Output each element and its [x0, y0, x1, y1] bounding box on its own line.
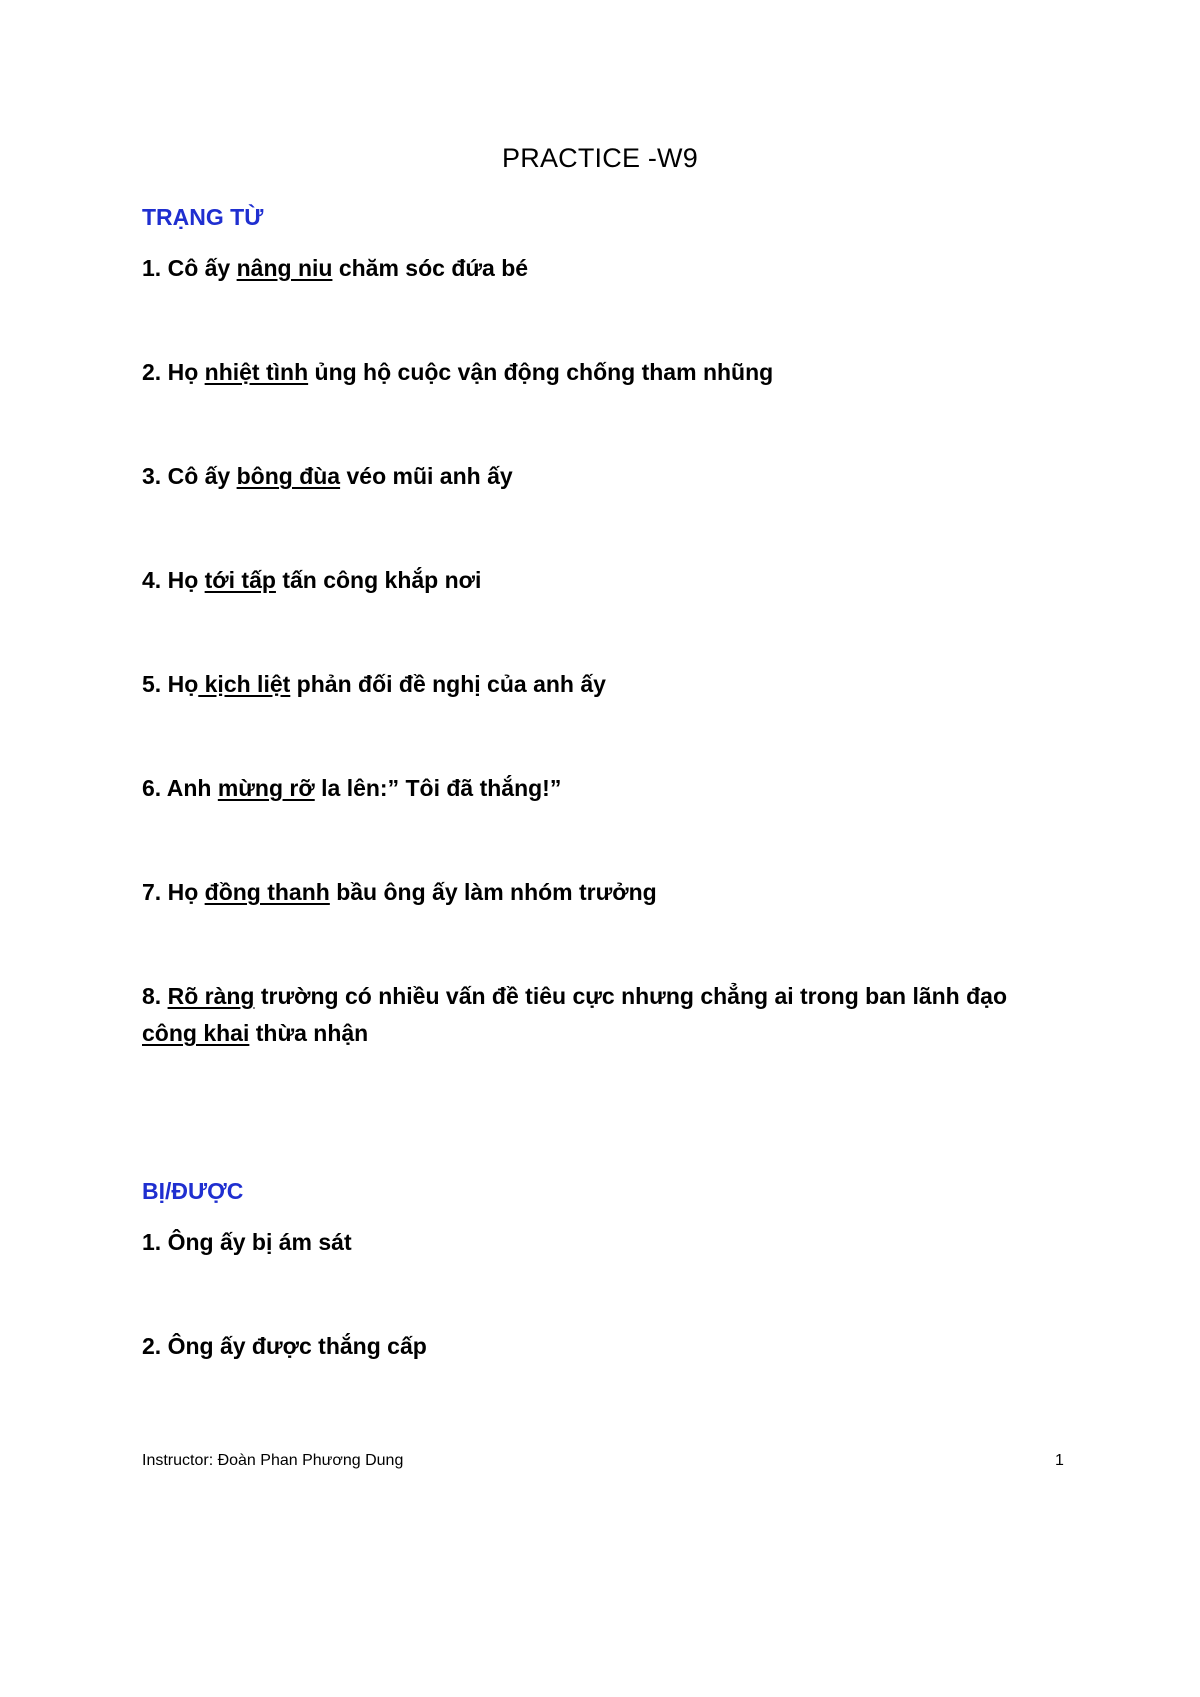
exercise-item-passive-1: 1. Ông ấy bị ám sát — [142, 1229, 352, 1255]
item-text: chăm sóc đứa bé — [332, 255, 529, 281]
item-number: 4. — [142, 567, 168, 593]
underlined-adverb: bông đùa — [236, 463, 341, 489]
item-text: Họ — [167, 671, 199, 697]
section-heading-trang-tu: TRẠNG TỪ — [142, 204, 264, 230]
underlined-adverb: Rõ ràng — [167, 983, 255, 1009]
page-title: PRACTICE -W9 — [502, 143, 698, 173]
exercise-item-7 — [142, 874, 1062, 911]
item-number: 2. — [142, 359, 168, 385]
item-text: phản đối đề nghị của anh ấy — [290, 671, 606, 697]
underlined-adverb: nâng niu — [236, 255, 333, 281]
item-text: Cô ấy — [167, 255, 237, 281]
exercise-item-2 — [142, 354, 1062, 391]
item-text: Anh — [166, 775, 218, 801]
item-number: 6. — [142, 775, 167, 801]
item-text: bầu ông ấy làm nhóm trưởng — [329, 879, 657, 905]
item-number: 8. — [142, 983, 168, 1009]
exercise-item-5 — [142, 666, 1062, 703]
item-text: ủng hộ cuộc vận động chống tham nhũng — [308, 359, 774, 385]
underlined-adverb: kịch liệt — [198, 671, 291, 697]
exercise-item-6 — [142, 770, 1062, 807]
exercise-item-1 — [142, 250, 1062, 287]
item-number: 1. — [142, 255, 168, 281]
item-text: tấn công khắp nơi — [275, 567, 482, 593]
item-text: Cô ấy — [167, 463, 237, 489]
item-text: trường có nhiều vấn đề tiêu cực nhưng chẳng ai trong ban lãnh đạo — [254, 983, 1007, 1009]
item-number: 7. — [142, 879, 168, 905]
exercise-item-passive-2: 2. Ông ấy được thắng cấp — [142, 1333, 427, 1359]
exercise-item-8 — [142, 978, 1062, 1052]
underlined-adverb: mừng rỡ — [217, 775, 315, 801]
item-text: la lên:” Tôi đã thắng!” — [314, 775, 562, 801]
underlined-adverb: tới tấp — [204, 567, 276, 593]
item-text: thừa nhận — [249, 1020, 369, 1046]
item-text: Họ — [167, 359, 205, 385]
underlined-adverb: công khai — [142, 1020, 250, 1046]
footer-instructor: Instructor: Đoàn Phan Phương Dung — [142, 1452, 404, 1469]
footer-page-number: 1 — [1055, 1452, 1064, 1469]
section-heading-bi-duoc: BỊ/ĐƯỢC — [142, 1178, 244, 1204]
item-number: 5. — [142, 671, 168, 697]
underlined-adverb: nhiệt tình — [204, 359, 309, 385]
underlined-adverb: đồng thanh — [204, 879, 330, 905]
exercise-item-3 — [142, 458, 1062, 495]
item-number: 3. — [142, 463, 168, 489]
item-text: Họ — [167, 567, 205, 593]
item-text: Họ — [167, 879, 205, 905]
exercise-item-4 — [142, 562, 1062, 599]
item-text: véo mũi anh ấy — [340, 463, 513, 489]
